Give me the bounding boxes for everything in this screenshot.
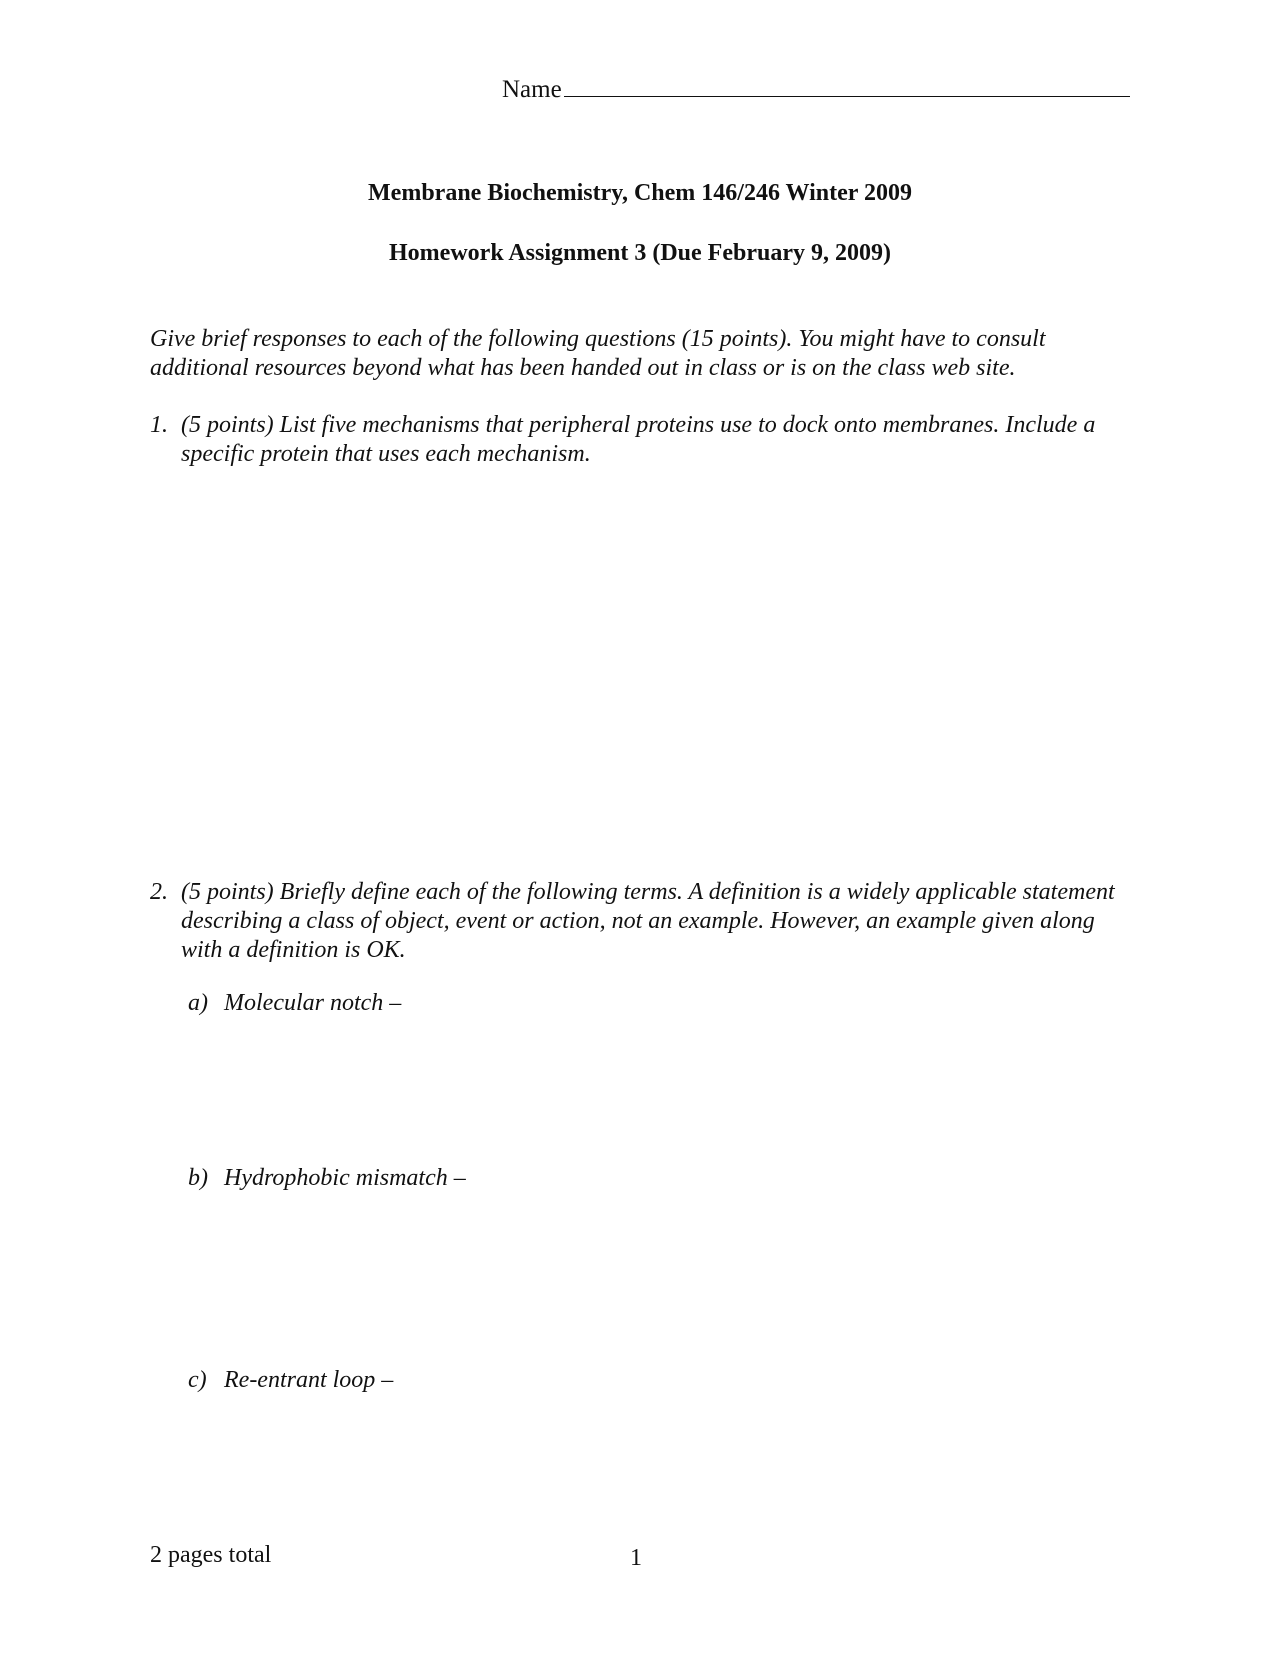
question-2 [150,878,1130,965]
course-title: Membrane Biochemistry, Chem 146/246 Winter 2009 [368,180,912,206]
name-blank-line [564,74,1130,97]
question-2-part-a [188,990,401,1017]
name-field [502,74,1130,104]
question-2-part-c [188,1367,393,1394]
part-letter: a) [188,990,208,1016]
question-number: 2. [150,879,168,905]
question-text: (5 points) Briefly define each of the following terms. A definition is a widely applicable statement describing a class of object, event or action, not an example. However, an example given along with a definition is OK. [181,879,1115,963]
page-number: 1 [630,1545,642,1571]
question-text: (5 points) List five mechanisms that peripheral proteins use to dock onto membranes. Include a specific protein that uses each mechanism. [181,412,1096,467]
part-term: Re-entrant loop – [224,1367,394,1393]
question-2-part-b [188,1165,466,1192]
question-number: 1. [150,412,168,438]
pages-total-note: 2 pages total [150,1542,272,1568]
part-letter: b) [188,1165,208,1191]
question-1 [150,411,1130,469]
assignment-title: Homework Assignment 3 (Due February 9, 2009) [389,240,891,266]
part-term: Hydrophobic mismatch – [224,1165,466,1191]
part-letter: c) [188,1367,207,1393]
instructions-paragraph: Give brief responses to each of the following questions (15 points). You might have to consult additional resources beyond what has been handed out in class or is on the class web site. [150,326,1046,381]
name-label: Name [502,76,562,103]
part-term: Molecular notch – [224,990,402,1016]
